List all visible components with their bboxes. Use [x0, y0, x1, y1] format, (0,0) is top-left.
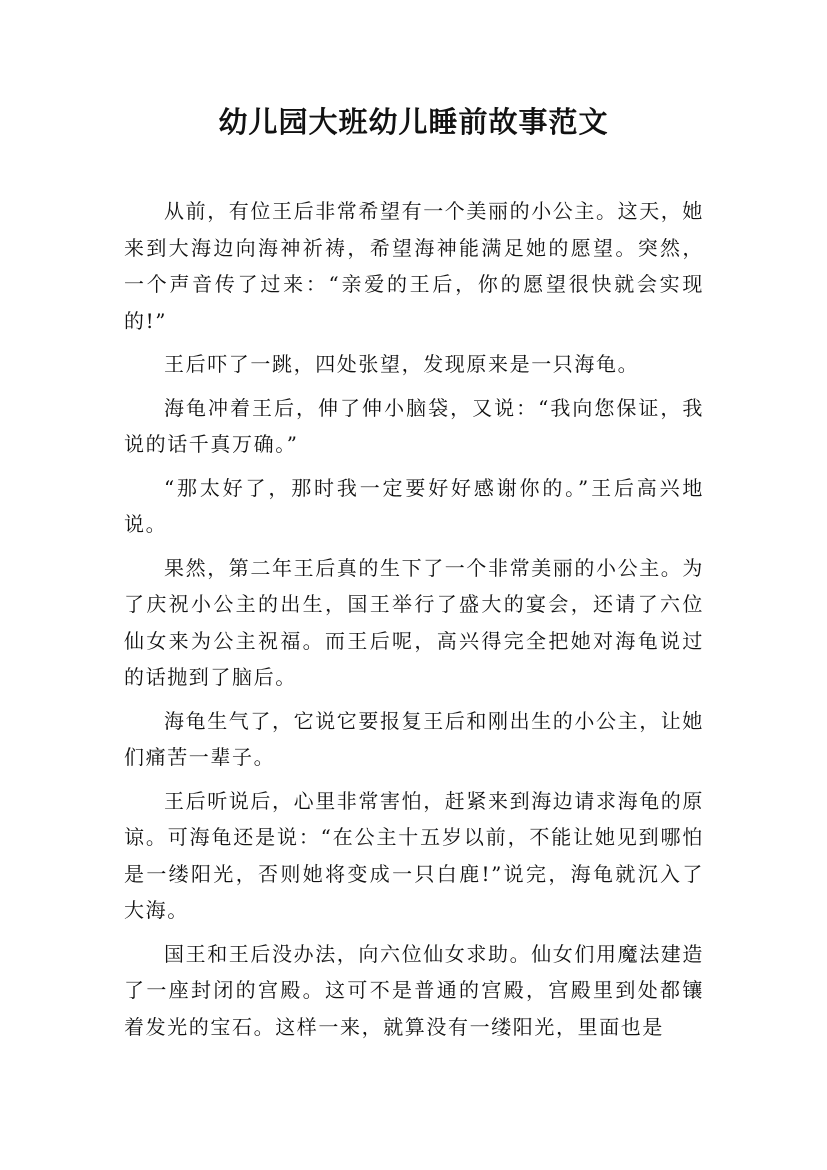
paragraph-2: 王后吓了一跳，四处张望，发现原来是一只海龟。 [164, 352, 640, 376]
paragraph-3: 海龟冲着王后，伸了伸小脑袋，又说：“我向您保证，我说的话千真万确。” [124, 395, 704, 456]
document-title: 幼儿园大班幼儿睡前故事范文 [218, 105, 609, 139]
document-body [124, 193, 704, 1052]
paragraph-8: 国王和王后没办法，向六位仙女求助。仙女们用魔法建造了一座封闭的宫殿。这可不是普通的宫殿，宫殿里到处都镶着发光的宝石。这样一来，就算没有一缕阳光，里面也是 [124, 941, 704, 1039]
paragraph-7: 王后听说后，心里非常害怕，赶紧来到海边请求海龟的原谅。可海龟还是说：“在公主十五岁以前，不能让她见到哪怕是一缕阳光，否则她将变成一只白鹿!”说完，海龟就沉入了大海。 [124, 788, 704, 922]
paragraph-5: 果然，第二年王后真的生下了一个非常美丽的小公主。为了庆祝小公主的出生，国王举行了盛大的宴会，还请了六位仙女来为公主祝福。而王后呢，高兴得完全把她对海龟说过的话抛到了脑后。 [124, 555, 704, 689]
paragraph-6: 海龟生气了，它说它要报复王后和刚出生的小公主，让她们痛苦一辈子。 [124, 708, 704, 769]
paragraph-1: 从前，有位王后非常希望有一个美丽的小公主。这天，她来到大海边向海神祈祷，希望海神能满足她的愿望。突然，一个声音传了过来：“亲爱的王后，你的愿望很快就会实现的!” [124, 199, 704, 333]
paragraph-4: “那太好了，那时我一定要好好感谢你的。”王后高兴地说。 [124, 475, 704, 536]
